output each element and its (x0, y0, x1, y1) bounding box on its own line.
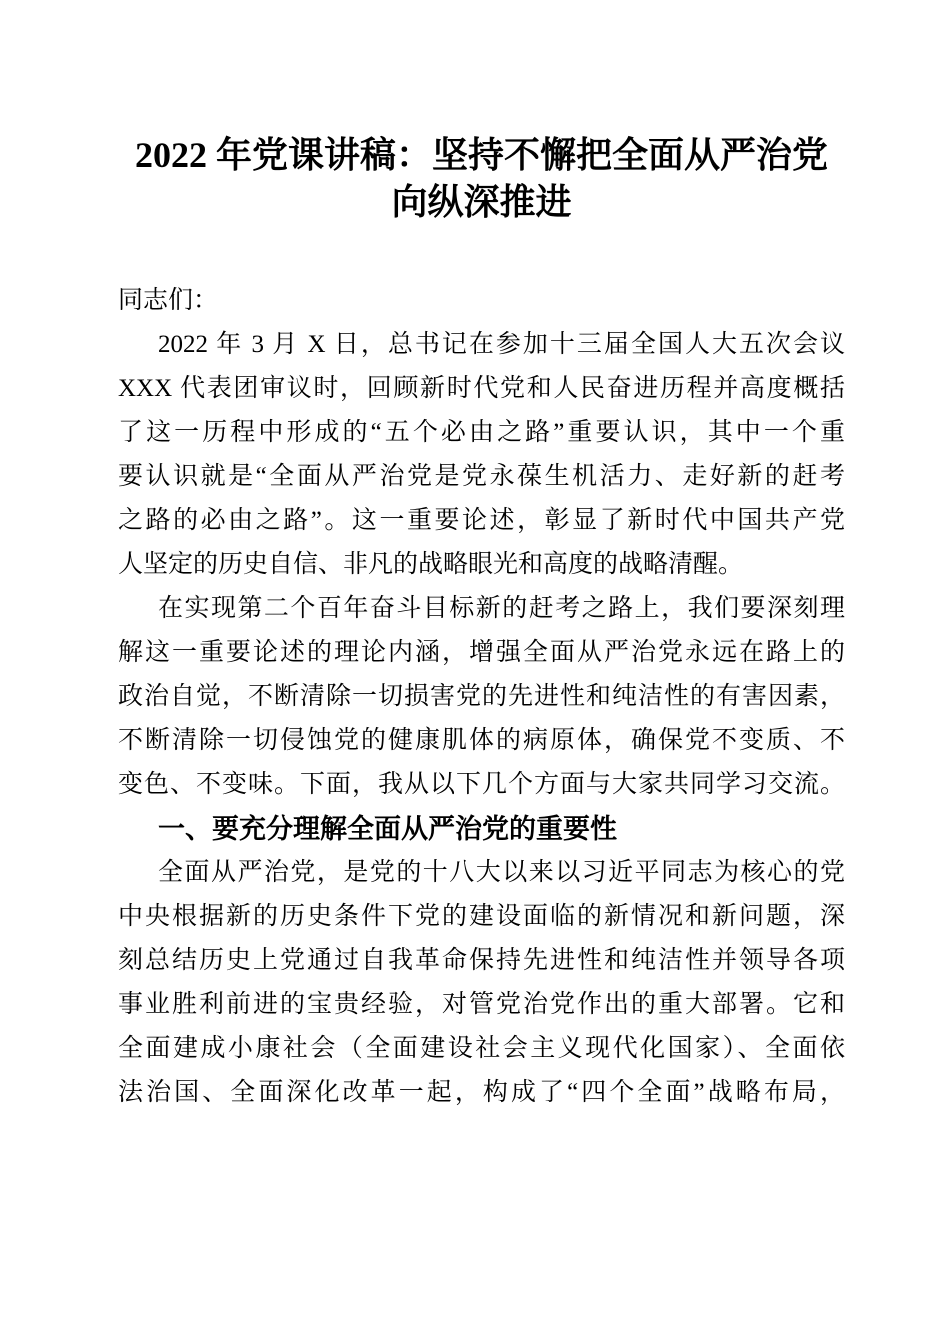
paragraph3-line: 中央根据新的历史条件下党的建设面临的新情况和新问题，深 (118, 903, 845, 930)
document-title (118, 132, 845, 226)
paragraph3-line: 刻总结历史上党通过自我革命保持先进性和纯洁性并领导各项 (118, 947, 845, 974)
paragraph2-line: 政治自觉，不断清除一切损害党的先进性和纯洁性的有害因素， (118, 683, 845, 710)
paragraph3-line: 全面从严治党，是党的十八大以来以习近平同志为核心的党 (158, 859, 845, 886)
paragraph1-line: 要认识就是“全面从严治党是党永葆生机活力、走好新的赶考 (118, 463, 845, 490)
paragraph3-line: 事业胜利前进的宝贵经验，对管党治党作出的重大部署。它和 (118, 991, 845, 1018)
paragraph3-line: 全面建成小康社会（全面建设社会主义现代化国家）、全面依 (118, 1035, 845, 1062)
salutation-line: 同志们： (118, 287, 219, 314)
paragraph2-line: 在实现第二个百年奋斗目标新的赶考之路上，我们要深刻理 (158, 595, 845, 622)
paragraph3-line: 法治国、全面深化改革一起，构成了“四个全面”战略布局， (118, 1079, 845, 1106)
paragraph2-line: 解这一重要论述的理论内涵，增强全面从严治党永远在路上的 (118, 639, 845, 666)
paragraph1-line: 人坚定的历史自信、非凡的战略眼光和高度的战略清醒。 (118, 551, 744, 578)
paragraph1-line: 2022 年 3 月 X 日，总书记在参加十三届全国人大五次会议 (158, 331, 845, 358)
paragraph1-line: 之路的必由之路”。这一重要论述，彰显了新时代中国共产党 (118, 507, 845, 534)
document-text-column (118, 132, 845, 1115)
paragraph2-line: 不断清除一切侵蚀党的健康肌体的病原体，确保党不变质、不 (118, 727, 845, 754)
paragraph2-line: 变色、不变味。下面，我从以下几个方面与大家共同学习交流。 (118, 771, 845, 798)
document-body (118, 279, 845, 1115)
document-title-line-2: 向纵深推进 (391, 182, 572, 222)
paragraph1-line: 了这一历程中形成的“五个必由之路”重要认识，其中一个重 (118, 419, 845, 446)
document-title-line-1: 2022 年党课讲稿：坚持不懈把全面从严治党 (134, 135, 828, 175)
paragraph1-line: XXX 代表团审议时，回顾新时代党和人民奋进历程并高度概括 (118, 375, 845, 402)
section-heading-1: 一、要充分理解全面从严治党的重要性 (158, 814, 617, 844)
